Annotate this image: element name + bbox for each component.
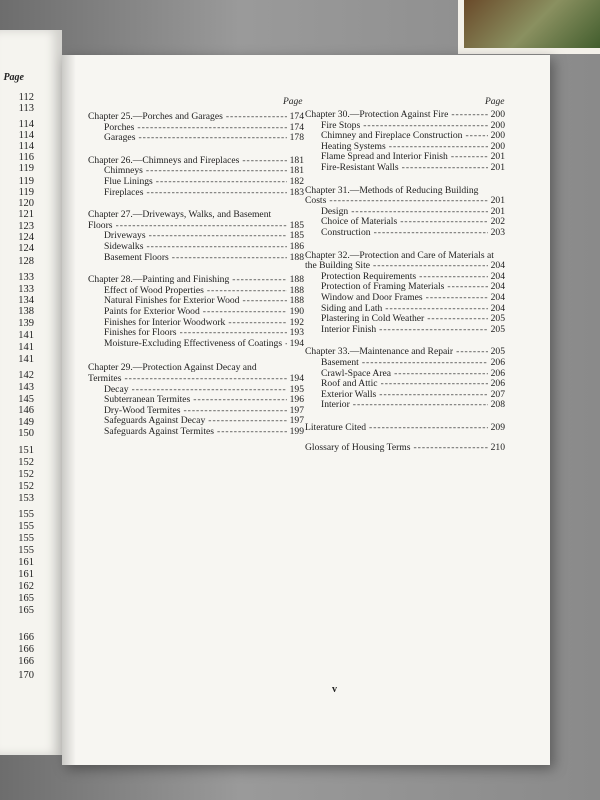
toc-leader-dots [228, 317, 286, 328]
left-page-number: 166 [18, 644, 34, 655]
toc-leader-dots [232, 274, 286, 285]
toc-entry-title: Crawl-Space Area [321, 367, 392, 379]
toc-leader-dots [447, 281, 487, 292]
left-page-number: 152 [18, 469, 34, 480]
toc-leader-dots [132, 384, 287, 395]
left-page-number: 114 [18, 130, 34, 141]
left-page-number: 152 [18, 481, 34, 492]
left-page-number: 170 [18, 670, 34, 681]
toc-entry-page: 199 [289, 426, 304, 437]
toc-entry-title: Garages [104, 132, 136, 144]
toc-entry-title: Window and Door Frames [321, 292, 423, 303]
toc-entry [104, 187, 304, 198]
left-page-number: 128 [18, 256, 34, 267]
toc-entry-page: 195 [289, 383, 304, 395]
toc-entry-page: 194 [289, 337, 304, 349]
left-page-number: 124 [18, 243, 34, 254]
left-page-number: 166 [18, 656, 34, 667]
left-page-number: 133 [18, 272, 34, 283]
toc-entry [321, 216, 505, 227]
toc-entry-title: Driveways [104, 230, 146, 242]
toc-entry-title: Design [321, 205, 349, 217]
toc-entry-title: Natural Finishes for Exterior Wood [104, 295, 240, 307]
toc-entry-title: Roof and Attic [321, 378, 378, 390]
toc-entry [305, 442, 505, 453]
toc-entry [321, 389, 505, 400]
left-page-number: 153 [18, 493, 34, 504]
toc-entry-title: Safeguards Against Termites [104, 426, 214, 437]
toc-entry [321, 151, 505, 162]
left-page-number: 113 [18, 103, 34, 114]
toc-leader-dots [137, 122, 286, 133]
page-number-footer: v [332, 684, 337, 695]
toc-leader-dots [180, 327, 287, 338]
toc-entry-title: Decay [104, 383, 129, 395]
book-spine-shadow [62, 55, 76, 765]
toc-entry-page: 202 [490, 216, 505, 228]
toc-entry-page: 188 [289, 295, 304, 307]
toc-entry [104, 317, 304, 328]
toc-entry-page: 181 [289, 165, 304, 177]
toc-entry [305, 109, 505, 120]
toc-leader-dots [426, 292, 488, 303]
toc-entry [104, 241, 304, 252]
toc-leader-dots [373, 260, 488, 271]
toc-leader-dots [369, 422, 488, 433]
left-page-number: 119 [18, 163, 34, 174]
toc-entry [321, 303, 505, 314]
toc-leader-dots [124, 373, 286, 384]
left-page [0, 30, 62, 755]
toc-entry-title: Moisture-Excluding Effectiveness of Coatings [104, 337, 283, 349]
toc-leader-dots [427, 313, 487, 324]
left-page-number: 138 [18, 306, 34, 317]
toc-entry-page: 206 [490, 357, 505, 368]
toc-entry [321, 141, 505, 152]
toc-entry-title: Construction [321, 227, 371, 238]
toc-entry [88, 373, 304, 384]
toc-entry [321, 271, 505, 282]
toc-entry-title: Flame Spread and Interior Finish [321, 151, 448, 163]
left-page-number: 139 [18, 318, 34, 329]
toc-entry-title: the Building Site [305, 260, 371, 272]
toc-entry [321, 281, 505, 292]
left-page-number: 141 [18, 330, 34, 341]
toc-entry [104, 230, 304, 241]
left-page-number: 124 [18, 232, 34, 243]
toc-leader-dots [149, 230, 287, 241]
left-page-number: 142 [18, 370, 34, 381]
toc-entry-title: Chapter 31.—Methods of Reducing Building [305, 184, 479, 196]
toc-entry-title: Costs [305, 195, 327, 207]
toc-entry [104, 415, 304, 426]
toc-entry-title: Sidewalks [104, 241, 144, 252]
toc-entry [305, 422, 505, 433]
left-page-number: 119 [18, 187, 34, 198]
toc-entry [88, 209, 304, 220]
toc-entry-page: 188 [289, 251, 304, 263]
toc-entry-title: Chapter 30.—Protection Against Fire [305, 109, 449, 120]
photo-corner [458, 0, 600, 54]
toc-entry-title: Heating Systems [321, 140, 386, 152]
left-page-number: 155 [18, 545, 34, 556]
left-page-number: 134 [18, 295, 34, 306]
left-page-number: 123 [18, 221, 34, 232]
toc-entry [104, 384, 304, 395]
toc-entry [321, 227, 505, 238]
toc-entry-title: Fire Stops [321, 119, 361, 131]
toc-leader-dots [451, 151, 488, 162]
toc-entry-page: 205 [490, 346, 505, 358]
left-page-number: 146 [18, 405, 34, 416]
toc-entry-page: 204 [490, 260, 505, 272]
toc-entry-page: 174 [289, 111, 304, 122]
toc-entry-page: 182 [289, 176, 304, 187]
toc-entry-title: Basement Floors [104, 251, 169, 263]
left-page-number: 150 [18, 428, 34, 439]
toc-entry-page: 210 [490, 441, 505, 453]
toc-entry-title: Subterranean Termites [104, 394, 191, 406]
toc-entry [321, 399, 505, 410]
toc-entry [104, 327, 304, 338]
toc-entry-page: 204 [490, 270, 505, 282]
toc-entry [321, 292, 505, 303]
toc-entry-title: Protection of Framing Materials [321, 281, 445, 293]
toc-entry-title: Safeguards Against Decay [104, 415, 206, 427]
toc-entry [104, 252, 304, 263]
toc-entry-title: Exterior Walls [321, 388, 377, 400]
left-page-number: 155 [18, 521, 34, 532]
toc-entry [305, 346, 505, 357]
left-page-number: 143 [18, 382, 34, 393]
left-page-number: 161 [18, 557, 34, 568]
toc-entry [321, 206, 505, 217]
toc-entry [305, 250, 505, 261]
left-page-number: 112 [18, 92, 34, 103]
toc-leader-dots [146, 241, 286, 252]
toc-entry [104, 405, 304, 416]
toc-leader-dots [207, 285, 287, 296]
toc-entry-title: Finishes for Interior Woodwork [104, 316, 226, 328]
toc-entry [321, 162, 505, 173]
toc-leader-dots [465, 130, 487, 141]
toc-entry [104, 338, 304, 349]
toc-entry-title: Chapter 33.—Maintenance and Repair [305, 346, 454, 358]
toc-entry-title: Choice of Materials [321, 216, 398, 228]
toc-leader-dots [203, 306, 287, 317]
toc-entry-page: 186 [289, 241, 304, 252]
toc-entry-title: Fireplaces [104, 186, 144, 198]
toc-leader-dots [217, 426, 287, 437]
left-page-number: 119 [18, 176, 34, 187]
left-page-number: 114 [18, 141, 34, 152]
toc-entry-page: 188 [289, 274, 304, 286]
toc-leader-dots [363, 120, 487, 131]
toc-leader-dots [242, 295, 286, 306]
left-page-number: 120 [18, 198, 34, 209]
toc-entry-page: 201 [490, 195, 505, 207]
left-page-number: 145 [18, 394, 34, 405]
toc-entry-title: Termites [88, 373, 122, 384]
toc-entry-page: 194 [289, 373, 304, 384]
toc-leader-dots [146, 165, 287, 176]
toc-entry-title: Effect of Wood Properties [104, 284, 204, 296]
toc-leader-dots [193, 394, 286, 405]
toc-entry-title: Chapter 26.—Chimneys and Fireplaces [88, 154, 240, 166]
toc-entry-page: 205 [490, 313, 505, 325]
toc-entry-page: 193 [289, 327, 304, 339]
toc-entry [88, 155, 304, 166]
left-page-header: Page [3, 72, 24, 83]
toc-leader-dots [419, 271, 487, 282]
toc-entry-page: 201 [490, 162, 505, 173]
toc-entry-page: 208 [490, 399, 505, 411]
toc-entry-page: 188 [289, 284, 304, 296]
toc-leader-dots [385, 303, 487, 314]
toc-entry [104, 285, 304, 296]
toc-leader-dots [374, 227, 488, 238]
toc-entry-title: Chapter 29.—Protection Against Decay and [88, 362, 257, 374]
left-page-number: 149 [18, 417, 34, 428]
toc-entry [321, 313, 505, 324]
toc-entry [321, 120, 505, 131]
left-page-number: 155 [18, 509, 34, 520]
toc-entry-title: Dry-Wood Termites [104, 404, 181, 416]
toc-leader-dots [116, 220, 287, 231]
toc-leader-dots [146, 187, 286, 198]
toc-leader-dots [413, 442, 487, 453]
toc-entry-page: 200 [490, 109, 505, 120]
toc-leader-dots [394, 368, 488, 379]
page-column-header: Page [283, 97, 303, 107]
toc-entry [88, 274, 304, 285]
toc-entry [104, 122, 304, 133]
toc-entry [321, 324, 505, 335]
toc-leader-dots [379, 389, 487, 400]
toc-entry-title: Siding and Lath [321, 302, 383, 314]
toc-entry [305, 185, 505, 196]
left-page-number: 141 [18, 354, 34, 365]
toc-entry-title: Fire-Resistant Walls [321, 162, 399, 173]
toc-entry-title: Literature Cited [305, 422, 367, 433]
toc-entry-page: 209 [490, 422, 505, 433]
toc-entry [104, 132, 304, 143]
left-page-number: 165 [18, 605, 34, 616]
toc-entry-page: 205 [490, 323, 505, 335]
toc-entry [88, 362, 304, 373]
left-page-number: 166 [18, 632, 34, 643]
toc-entry-page: 204 [490, 281, 505, 293]
toc-entry-title: Plastering in Cold Weather [321, 313, 425, 325]
toc-entry-title: Chapter 28.—Painting and Finishing [88, 274, 230, 286]
toc-entry [104, 165, 304, 176]
toc-leader-dots [402, 162, 488, 173]
toc-entry-page: 190 [289, 306, 304, 317]
left-page-number: 116 [18, 152, 34, 163]
toc-leader-dots [362, 357, 488, 368]
toc-entry-page: 174 [289, 121, 304, 133]
toc-entry-title: Paints for Exterior Wood [104, 306, 200, 317]
toc-entry [104, 306, 304, 317]
toc-entry [321, 378, 505, 389]
toc-entry [104, 394, 304, 405]
left-page-number: 133 [18, 284, 34, 295]
toc-entry-title: Basement [321, 357, 359, 368]
left-page-number: 141 [18, 342, 34, 353]
left-page-number: 121 [18, 209, 34, 220]
toc-entry [321, 368, 505, 379]
toc-entry-page: 192 [289, 316, 304, 328]
left-page-number: 155 [18, 533, 34, 544]
toc-entry-title: Finishes for Floors [104, 327, 177, 339]
toc-entry-page: 183 [289, 186, 304, 198]
toc-leader-dots [208, 415, 286, 426]
toc-entry-title: Flue Linings [104, 176, 153, 187]
toc-leader-dots [329, 195, 487, 206]
left-page-number: 152 [18, 457, 34, 468]
toc-page [62, 55, 550, 765]
toc-leader-dots [138, 132, 286, 143]
left-page-number: 161 [18, 569, 34, 580]
toc-entry-title: Interior [321, 399, 350, 411]
toc-leader-dots [183, 405, 286, 416]
toc-leader-dots [172, 252, 287, 263]
toc-leader-dots [379, 324, 487, 335]
toc-entry-page: 178 [289, 132, 304, 144]
toc-entry-page: 181 [289, 154, 304, 166]
toc-entry-title: Chimney and Fireplace Construction [321, 130, 463, 142]
toc-entry-title: Chapter 32.—Protection and Care of Materials at [305, 249, 494, 261]
toc-entry [305, 260, 505, 271]
left-page-number: 151 [18, 445, 34, 456]
toc-entry-page: 196 [289, 394, 304, 406]
toc-leader-dots [400, 216, 487, 227]
toc-entry-page: 207 [490, 388, 505, 400]
toc-leader-dots [285, 338, 287, 349]
toc-leader-dots [389, 141, 488, 152]
toc-entry-page: 200 [490, 130, 505, 142]
toc-entry-page: 185 [289, 230, 304, 242]
toc-entry [104, 426, 304, 437]
toc-leader-dots [456, 346, 487, 357]
toc-entry-page: 200 [490, 140, 505, 152]
toc-leader-dots [242, 155, 286, 166]
toc-entry [104, 176, 304, 187]
toc-leader-dots [351, 206, 487, 217]
toc-entry-page: 201 [490, 151, 505, 163]
toc-entry-page: 201 [490, 205, 505, 217]
toc-entry-page: 206 [490, 378, 505, 390]
toc-entry-title: Chimneys [104, 165, 143, 177]
toc-entry-title: Interior Finish [321, 323, 377, 335]
toc-entry [88, 220, 304, 231]
toc-entry-page: 197 [289, 404, 304, 416]
toc-leader-dots [381, 378, 488, 389]
toc-entry-title: Chapter 25.—Porches and Garages [88, 111, 223, 122]
toc-entry-title: Porches [104, 121, 135, 133]
toc-leader-dots [226, 111, 287, 122]
toc-leader-dots [451, 109, 487, 120]
toc-entry-title: Chapter 27.—Driveways, Walks, and Basement [88, 209, 272, 221]
page-column-header: Page [485, 97, 505, 107]
toc-leader-dots [353, 399, 488, 410]
toc-entry-title: Floors [88, 219, 113, 231]
toc-entry-title: Protection Requirements [321, 270, 417, 282]
toc-entry [88, 111, 304, 122]
toc-entry [104, 295, 304, 306]
left-page-number: 114 [18, 119, 34, 130]
left-page-number: 165 [18, 593, 34, 604]
toc-entry-page: 203 [490, 227, 505, 238]
toc-entry-page: 197 [289, 415, 304, 427]
toc-entry [305, 195, 505, 206]
toc-entry [321, 130, 505, 141]
toc-leader-dots [156, 176, 287, 187]
toc-entry-title: Glossary of Housing Terms [305, 441, 411, 453]
left-page-number: 162 [18, 581, 34, 592]
toc-entry-page: 185 [289, 219, 304, 231]
toc-entry [321, 357, 505, 368]
toc-entry-page: 204 [490, 302, 505, 314]
toc-entry-page: 206 [490, 367, 505, 379]
toc-entry-page: 204 [490, 292, 505, 303]
toc-entry-page: 200 [490, 119, 505, 131]
